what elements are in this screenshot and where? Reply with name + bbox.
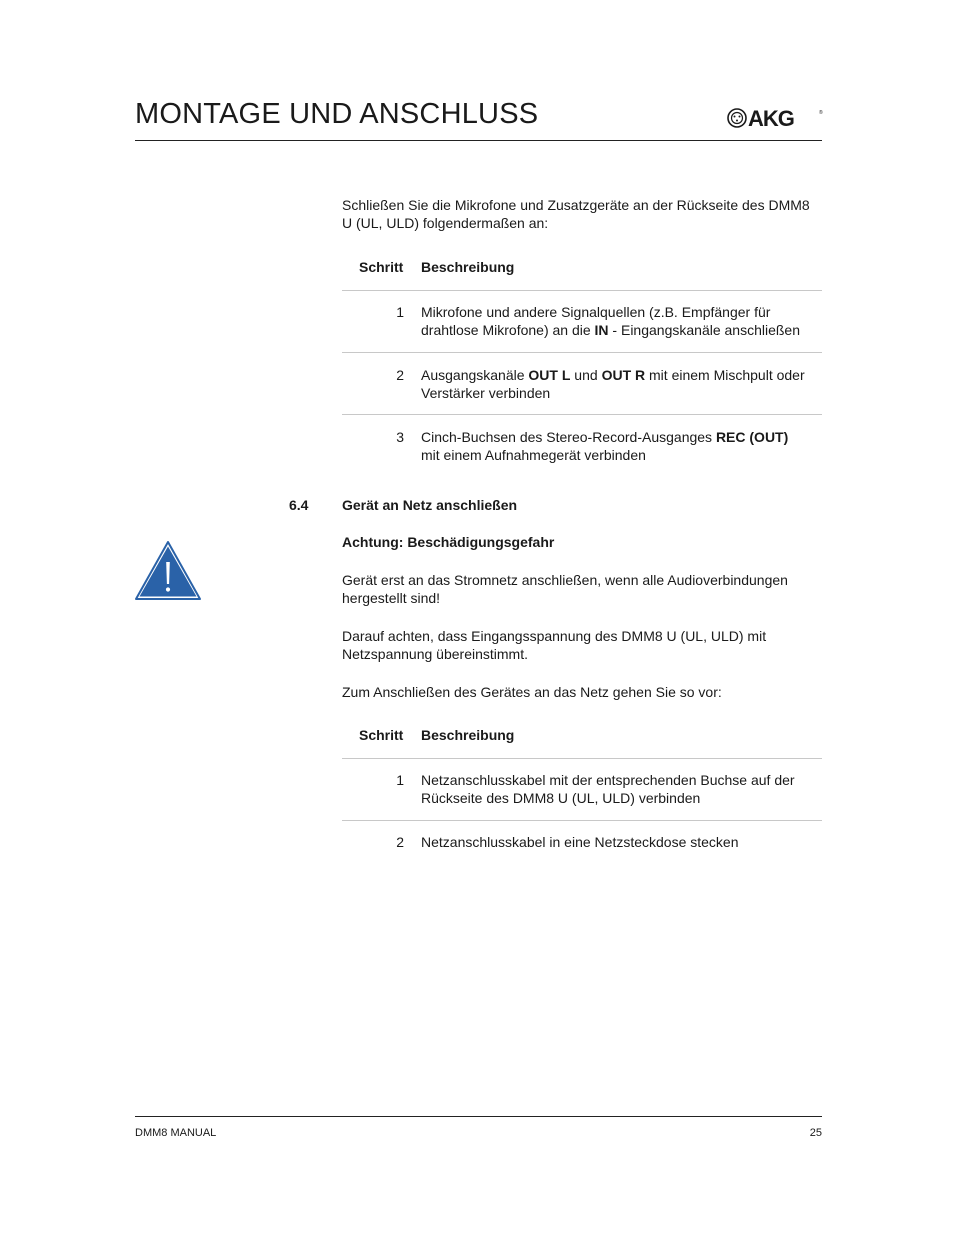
text-line: Darauf achten, dass Eingangsspannung des DMM8 U (UL, ULD) mit: [342, 628, 767, 644]
text-span: Rückseite des DMM8 U (UL, ULD) verbinden: [421, 789, 701, 806]
text-span: Cinch-Buchsen des Stereo-Record-Ausganges: [421, 429, 716, 445]
text-span: und: [570, 367, 602, 383]
warning-heading: Achtung: Beschädigungsgefahr: [342, 534, 555, 550]
voltage-paragraph: [342, 628, 822, 663]
table2-header-description: Beschreibung: [421, 727, 515, 743]
akg-logo-mark: [727, 104, 824, 132]
text-line: hergestellt sind!: [342, 589, 441, 606]
intro-paragraph: Schließen Sie die Mikrofone und Zusatzgeräte an der Rückseite des DMM8 U (UL, ULD) folgendermaßen an:: [342, 197, 810, 231]
akg-logo: [727, 104, 824, 132]
table1-row-description: [421, 367, 821, 402]
table2-header-step: Schritt: [359, 727, 404, 743]
table1-header-step: Schritt: [359, 259, 404, 275]
table1-divider: [342, 290, 822, 291]
emphasis-label: REC (OUT): [715, 429, 789, 445]
desc-line: [421, 385, 821, 403]
text-span: Netzanschlusskabel mit der entsprechenden Buchse auf der: [421, 772, 795, 788]
desc-line: [421, 447, 821, 465]
desc-line: [421, 367, 821, 385]
table1-row-step: 2: [396, 367, 404, 383]
text-span: mit einem Mischpult oder: [645, 367, 805, 383]
text-span: - Eingangskanäle anschließen: [608, 321, 801, 338]
desc-line: [421, 429, 821, 447]
text-line: Gerät erst an das Stromnetz anschließen, wenn alle Audioverbindungen: [342, 572, 788, 588]
table1-divider: [342, 352, 822, 353]
footer-manual-name: DMM8 MANUAL: [135, 1127, 217, 1139]
section-number: 6.4: [289, 497, 309, 513]
footer-rule: [135, 1116, 822, 1117]
table2-row-description: [421, 772, 821, 807]
text-span: Mikrofone und andere Signalquellen (z.B. Empfänger für: [421, 304, 771, 320]
table2-row-description: [421, 834, 821, 852]
warning-paragraph: [342, 572, 822, 607]
table1-row-step: 1: [396, 304, 404, 320]
emphasis-label: OUT L: [528, 367, 571, 383]
text-span: Netzanschlusskabel in eine Netzsteckdose stecken: [421, 834, 739, 850]
table1-header-description: Beschreibung: [421, 259, 515, 275]
desc-line: [421, 304, 821, 322]
desc-line: [421, 322, 821, 340]
svg-text:®: ®: [819, 110, 823, 116]
page-title: MONTAGE UND ANSCHLUSS: [135, 98, 539, 130]
section-title: Gerät an Netz anschließen: [342, 497, 518, 513]
desc-line: [421, 790, 821, 808]
header-rule: [135, 140, 822, 141]
table1-row-description: [421, 304, 821, 339]
desc-line: [421, 772, 821, 790]
text-line: Netzspannung übereinstimmt.: [342, 645, 528, 662]
procedure-intro: Zum Anschließen des Gerätes an das Netz gehen Sie so vor:: [342, 684, 722, 700]
emphasis-label: IN: [594, 321, 609, 338]
table1-divider: [342, 414, 822, 415]
emphasis-label: OUT R: [601, 367, 646, 383]
table2-divider: [342, 820, 822, 821]
table2-row-step: 2: [396, 834, 404, 850]
table1-row-description: [421, 429, 821, 464]
table2-row-step: 1: [396, 772, 404, 788]
text-span: Ausgangskanäle: [421, 367, 529, 383]
text-span: mit einem Aufnahmegerät verbinden: [421, 446, 646, 463]
text-span: drahtlose Mikrofone) an die: [421, 321, 595, 338]
desc-line: [421, 834, 821, 852]
page-number: 25: [809, 1127, 822, 1139]
table2-divider: [342, 758, 822, 759]
table1-row-step: 3: [396, 429, 404, 445]
warning-triangle-icon: [134, 540, 202, 601]
logo-text: AKG: [748, 106, 794, 131]
text-span: Verstärker verbinden: [421, 384, 551, 401]
